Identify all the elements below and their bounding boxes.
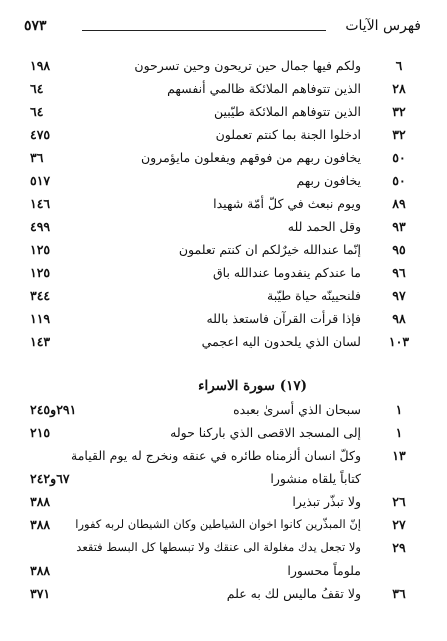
verse-text: فإذا قرأت القرآن فاستعذ بالله — [206, 311, 361, 326]
verse-number: ١٠٣ — [388, 334, 410, 349]
verse-row — [30, 219, 417, 239]
page-reference: ٣٨٨ — [30, 494, 51, 509]
verse-text: يخافون ربهم من فوقهم ويفعلون مايؤمرون — [140, 150, 361, 165]
verse-number: ٢٨ — [392, 81, 406, 96]
verse-number: ٣٢ — [392, 104, 406, 119]
verse-row — [30, 265, 417, 285]
verse-row — [30, 196, 417, 216]
page-reference: ٤٧٥ — [30, 127, 51, 142]
verse-row — [30, 471, 417, 491]
page-reference: ١٤٣ — [30, 334, 51, 349]
page-reference: ٤٩٩ — [30, 219, 51, 234]
verse-number: ٦ — [395, 58, 403, 73]
verse-row — [30, 517, 417, 537]
verse-number: ٥٠ — [392, 173, 406, 188]
page-reference: ٢١٥ — [30, 425, 51, 440]
page-reference: ١٩٨ — [30, 58, 51, 73]
verse-number: ٣٢ — [392, 127, 406, 142]
verse-number: ١ — [395, 402, 403, 417]
verse-text: يخافون ربهم — [296, 173, 361, 188]
verse-text: ويوم نبعث في كلّ أمّة شهيدا — [213, 196, 361, 211]
verse-text: الذين تتوفاهم الملائكة طيّبين — [214, 104, 361, 119]
verse-row — [30, 402, 417, 422]
verse-text: وقل الحمد لله — [287, 219, 361, 234]
verse-number: ٩٦ — [392, 265, 406, 280]
header-title: فهرس الآيات — [345, 18, 421, 34]
verse-number: ٨٩ — [392, 196, 406, 211]
verse-row — [30, 425, 417, 445]
page-reference: ٦٧و٢٤٢ — [30, 471, 70, 486]
verse-row — [30, 563, 417, 583]
verse-row — [30, 448, 417, 468]
verse-number: ٣٦ — [392, 586, 406, 601]
verse-number: ١ — [395, 425, 403, 440]
verse-number: ١٣ — [392, 448, 406, 463]
page-reference: ١١٩ — [30, 311, 51, 326]
verse-text: الذين تتوفاهم الملائكة ظالمي أنفسهم — [167, 81, 361, 96]
verse-number: ٥٠ — [392, 150, 406, 165]
verse-row — [30, 334, 417, 354]
verse-number: ٢٩ — [392, 540, 406, 555]
verse-number: ٩٣ — [392, 219, 406, 234]
verse-number: ٩٨ — [392, 311, 406, 326]
verse-row — [30, 173, 417, 193]
verse-number: ٢٧ — [392, 517, 406, 532]
verse-text: إنّما عندالله خيرٌلكم ان كنتم تعلمون — [178, 242, 361, 257]
verse-text: ما عندكم ينفدوما عندالله باق — [212, 265, 361, 280]
verse-text: ولا تقفُ ماليس لك به علم — [226, 586, 361, 601]
verse-text: ملوماً محسورا — [287, 563, 361, 578]
page-reference: ٣٨٨ — [30, 563, 51, 578]
page-reference: ٦٤ — [30, 81, 44, 96]
verse-number: ٢٦ — [392, 494, 406, 509]
verse-row — [30, 150, 417, 170]
page-reference: ٢٩١و٢٤٥ — [30, 402, 77, 417]
verse-row — [30, 288, 417, 308]
verse-row — [30, 242, 417, 262]
verse-row — [30, 104, 417, 124]
page-reference: ٦٤ — [30, 104, 44, 119]
verse-text: كتاباً يلقاه منشورا — [270, 471, 361, 486]
verse-text: ولا تجعل يدك مغلولة الى عنقك ولا تبسطها كل البسط فتقعد — [76, 540, 361, 554]
page-header — [24, 18, 421, 44]
verse-number: ٩٥ — [392, 242, 406, 257]
verse-text: سبحان الذي أسرىٰ بعبده — [233, 402, 361, 417]
verse-text: لسان الذي يلحدون اليه اعجمي — [201, 334, 361, 349]
verse-row — [30, 127, 417, 147]
page-reference: ٣٨٨ — [30, 517, 51, 532]
verse-text: إنّ المبذّرين كانوا اخوان الشياطين وكان الشيطان لربه كفورا — [75, 517, 361, 531]
verse-text: ادخلوا الجنة بما كنتم تعملون — [215, 127, 361, 142]
verse-text: ولكم فيها جمال حين تريحون وحين تسرحون — [134, 58, 361, 73]
page-reference: ٣٧١ — [30, 586, 51, 601]
header-rule — [82, 30, 326, 31]
page-reference: ٣٤٤ — [30, 288, 51, 303]
header-page-number: ٥٧٣ — [24, 18, 47, 34]
page-reference: ١٢٥ — [30, 265, 51, 280]
verse-text: إلى المسجد الاقصى الذي باركنا حوله — [170, 425, 361, 440]
page-reference: ٣٦ — [30, 150, 44, 165]
verse-row — [30, 81, 417, 101]
verse-row — [30, 311, 417, 331]
verse-row — [30, 586, 417, 606]
verse-text: وكلّ انسان ألزمناه طائره في عنقه ونخرج له يوم القيامة — [71, 448, 361, 463]
page-reference: ١٤٦ — [30, 196, 51, 211]
surah-heading: (١٧) سورة الاسراء — [198, 378, 307, 394]
verse-row — [30, 494, 417, 514]
verse-number: ٩٧ — [392, 288, 406, 303]
verse-row — [30, 58, 417, 78]
verse-row — [30, 540, 417, 560]
page-reference: ٥١٧ — [30, 173, 51, 188]
page-reference: ١٢٥ — [30, 242, 51, 257]
verse-text: ولا تبذّر تبذيرا — [292, 494, 361, 509]
verse-text: فلنحيينّه حياة طيّبة — [267, 288, 361, 303]
